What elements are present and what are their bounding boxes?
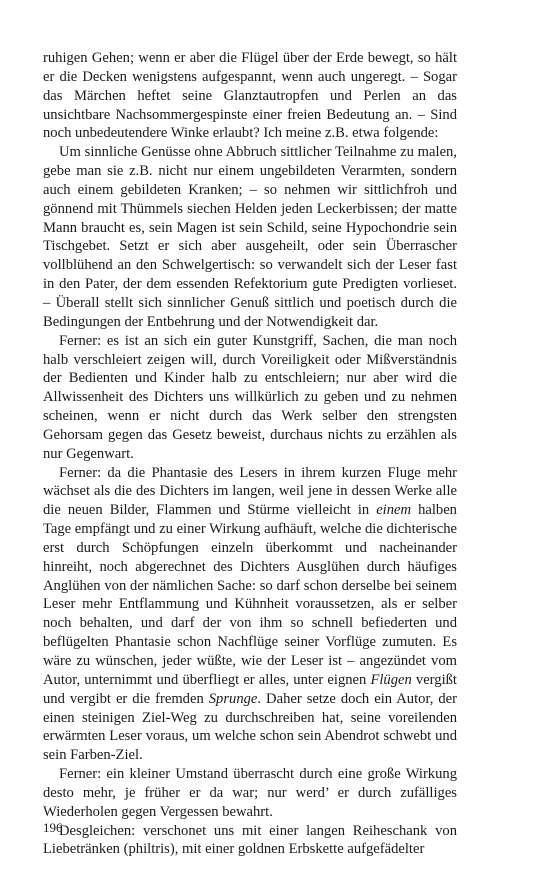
emphasis-text: Sprunge (208, 690, 258, 707)
paragraph-text: Ferner: es ist an sich ein guter Kunstgriff, Sachen, die man noch halb verschleiert zeigen will, durch Voreiligkeit oder Mißverständnis der Bedienten und Kinder halb zu entschleiern; nur aber wird die Allwissenheit des Dichters uns willkürlich zu geben und zu nehmen scheinen, wenn er nicht durch das Werk selber den strengsten Gehorsam gegen das Gesetz beweist, durchaus nichts zu erzählen als nur Gegenwart. (43, 332, 457, 462)
paragraph (43, 464, 457, 766)
paragraph-text: ruhigen Gehen; wenn er aber die Flügel über der Erde bewegt, so hält er die Decken wenigstens aufgespannt, wenn auch ungeregt. – Sogar das Märchen heftet seine Glanztautropfen und Perlen an das unsichtbare Nachsommergespinste einer freien Bedeutung an. – Sind noch unbedeutendere Winke erlaubt? Ich meine z.B. etwa folgende: (43, 50, 457, 142)
emphasis-text: einem (376, 502, 412, 519)
paragraph (43, 332, 457, 464)
paragraph-text: vergißt und vergibt er die fremden (43, 671, 457, 707)
page-number: 196 (43, 820, 63, 835)
paragraph (43, 49, 457, 143)
paragraph-text: Ferner: ein kleiner Umstand überrascht durch eine große Wirkung desto mehr, je früher er da war; nur werd’ er durch zufälliges Wiederholen gegen Vergessen bewahrt. (43, 766, 457, 820)
paragraph-text: Ferner: da die Phantasie des Lesers in ihrem kurzen Fluge mehr wächset als die des Dichters im langen, weil jene in dessen Werke alle die neuen Bilder, Flammen und Stürme vielleicht in (43, 464, 457, 519)
paragraph (43, 822, 457, 860)
paragraph (43, 765, 457, 822)
paragraph-text: Desgleichen: verschonet uns mit einer langen Reiheschank von Liebetränken (philtris), mit einer goldnen Erbskette aufgefädelter (43, 822, 457, 858)
paragraph-text: Um sinnliche Genüsse ohne Abbruch sittlicher Teilnahme zu malen, gebe man sie z.B. nicht nur einem ungebildeten Verarmten, sondern auch einem gebildeten Kranken; – so nehmen wir sittlichfroh und gönnend mit Thümmels siechen Helden jeden Leckerbissen; der matte Mann braucht es, sein Magen ist sein Schild, seine Hypochondrie sein Tischgebet. Setzt er sich aber ausgeheilt, oder sein Überrascher vollblühend an den Schwelgertisch: so verwandelt sich der Leser fast in den Pater, der dem essenden Refektorium gute Predigten vorlieset. – Überall stellt sich sinnlicher Genuß sittlich und poetisch durch die Bedingungen der Entbehrung und der Notwendigkeit dar. (43, 144, 457, 330)
paragraph-text: halben Tage empfängt und zu einer Wirkung aufhäuft, welche die dichterische erst durch Schöpfungen einzeln überkommt und nacheinander hinreiht, noch abgerechnet des Dichters Ausglühen durch häufiges Anglühen von der nämlichen Sache: so darf schon derselbe bei seinem Leser mehr Entflammung und Kühnheit voraussetzen, als er selber noch behalten, und darf der von ihm so schnell befiederten und beflügelten Phantasie schon Nachflüge seiner Vorflüge zumuten. Es wäre zu wünschen, jeder wüßte, wie der Leser ist – angezündet vom Autor, unternimmt und überfliegt er alles, unter eignen (43, 502, 457, 688)
paragraph-text: . Daher setze doch ein Autor, der einen steinigen Ziel-Weg zu durchschreiben hat, seine voreilenden erwärmten Leser voraus, um welche schon sein Abendrot schwebt und sein Farben-Ziel. (43, 690, 457, 764)
body-text (43, 49, 457, 859)
paragraph (43, 143, 457, 331)
emphasis-text: Flügen (370, 671, 412, 688)
